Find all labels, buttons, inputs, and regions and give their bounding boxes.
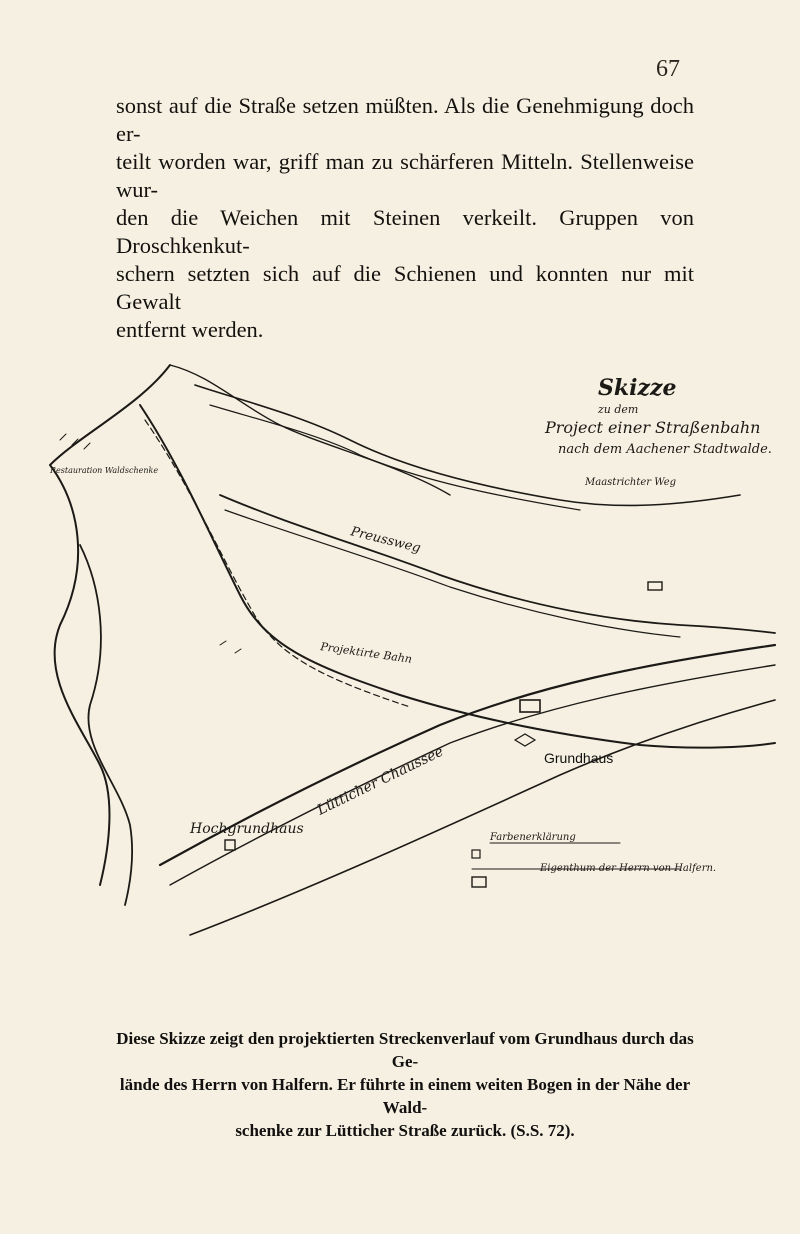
- body-paragraph: [116, 92, 694, 344]
- page-number: 67: [656, 56, 680, 82]
- map-title-line: nach dem Aachener Stadtwalde.: [558, 442, 772, 457]
- map-label-grundhaus: Grundhaus: [544, 750, 614, 766]
- body-line: schern setzten sich auf die Schienen und konnten nur mit Gewalt: [116, 261, 694, 314]
- caption-line: schenke zur Lütticher Straße zurück. (S.S. 72).: [235, 1121, 575, 1140]
- map-legend-title: Farbenerklärung: [490, 832, 576, 843]
- figure-caption: [110, 1027, 700, 1142]
- body-line: teilt worden war, griff man zu schärferen Mitteln. Stellenweise wur-: [116, 149, 694, 202]
- body-line: entfernt werden.: [116, 317, 264, 342]
- body-line: sonst auf die Straße setzen müßten. Als die Genehmigung doch er-: [116, 93, 694, 146]
- caption-line: Diese Skizze zeigt den projektierten Streckenverlauf vom Grundhaus durch das Ge-: [116, 1029, 694, 1071]
- map-label-projected-railway: Projektirte Bahn: [319, 640, 413, 666]
- map-label-hochgrundhaus: Hochgrundhaus: [190, 821, 304, 837]
- map-label-maastrichter: Maastrichter Weg: [585, 477, 677, 488]
- map-legend-entry: Eigenthum der Herrn von Halfern.: [540, 863, 717, 874]
- map-title-line: zu dem: [598, 403, 639, 416]
- map-label-luetticher: Lütticher Chaussee: [314, 743, 447, 819]
- map-title-line: Project einer Straßenbahn: [545, 418, 761, 437]
- body-line: den die Weichen mit Steinen verkeilt. Gruppen von Droschkenkut-: [116, 205, 694, 258]
- caption-line: lände des Herrn von Halfern. Er führte in einem weiten Bogen in der Nähe der Wald-: [119, 1075, 691, 1117]
- map-label-preussweg: Preussweg: [349, 524, 423, 557]
- map-sketch: [20, 345, 780, 985]
- map-title: Skizze: [598, 375, 677, 401]
- map-label-restauration: Restauration Waldschenke: [50, 466, 159, 475]
